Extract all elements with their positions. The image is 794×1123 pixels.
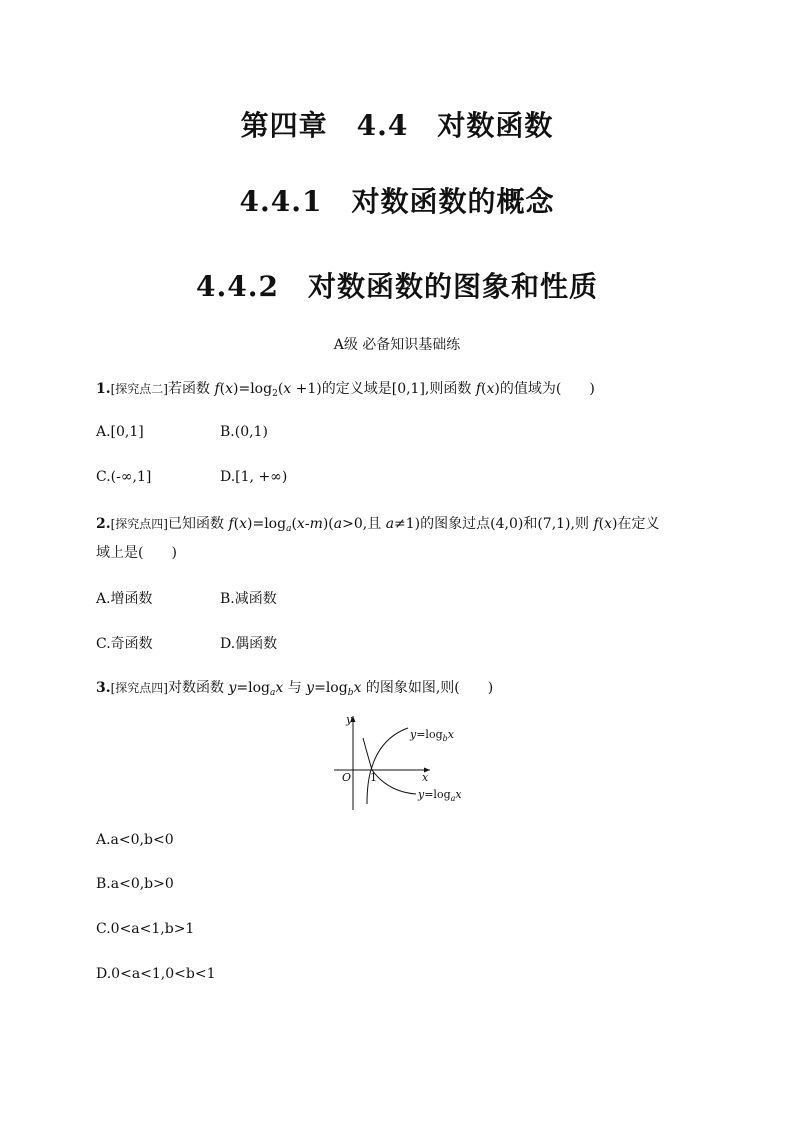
option-d[interactable]: D.[1, +∞) bbox=[220, 469, 288, 485]
y-axis-label: y bbox=[346, 713, 353, 726]
curve-log-b bbox=[367, 728, 408, 804]
section-title-2: 4.4.2 对数函数的图象和性质 bbox=[196, 270, 598, 303]
log-graph bbox=[326, 708, 476, 814]
option-b[interactable]: B.(0,1) bbox=[220, 424, 268, 440]
tick-label-one: 1 bbox=[370, 771, 377, 784]
option-c[interactable]: C.(-∞,1] bbox=[96, 469, 152, 485]
origin-label: O bbox=[342, 771, 352, 784]
option-a[interactable]: A.a<0,b<0 bbox=[96, 832, 174, 848]
option-a[interactable]: A.[0,1] bbox=[96, 424, 144, 440]
option-b[interactable]: B.减函数 bbox=[220, 591, 277, 607]
question-number: 2. bbox=[96, 516, 111, 532]
question-tag: [探究点四] bbox=[110, 681, 168, 695]
x-axis-label: x bbox=[422, 771, 429, 784]
option-d[interactable]: D.偶函数 bbox=[220, 636, 278, 652]
option-d[interactable]: D.0<a<1,0<b<1 bbox=[96, 966, 216, 982]
question-3: 3.[探究点四]对数函数 $y=\log_ax$ 与 $y=\log_bx$ 的图象如图,则( ) bbox=[96, 680, 494, 698]
question-number: 3. bbox=[96, 680, 111, 696]
chapter-title: 第四章 4.4 对数函数 bbox=[240, 109, 554, 142]
question-tag: [探究点四] bbox=[110, 517, 168, 531]
curve-log-a bbox=[363, 738, 416, 794]
question-tag: [探究点二] bbox=[110, 382, 168, 396]
option-b[interactable]: B.a<0,b>0 bbox=[96, 876, 174, 892]
curve-b-label: $y=\log_bx$ bbox=[410, 728, 454, 743]
question-number: 1. bbox=[96, 381, 111, 397]
option-c[interactable]: C.0<a<1,b>1 bbox=[96, 921, 195, 937]
option-c[interactable]: C.奇函数 bbox=[96, 636, 153, 652]
curve-a-label: $y=\log_ax$ bbox=[418, 788, 462, 803]
question-2: 2.[探究点四]已知函数 $f(x)=\log_a(x-m)(a>0$,且 a≠1)的图象过点(4,0)和(7,1),则 f(x)在定义 域上是( ) bbox=[96, 516, 660, 561]
level-heading: A级 必备知识基础练 bbox=[333, 337, 461, 353]
question-1: 1.[探究点二]若函数 $f(x)=\log_2(x +1)$的定义域是[0,1],则函数 f(x)的值域为( ) bbox=[96, 381, 595, 399]
option-a[interactable]: A.增函数 bbox=[96, 591, 153, 607]
section-title-1: 4.4.1 对数函数的概念 bbox=[239, 185, 555, 218]
